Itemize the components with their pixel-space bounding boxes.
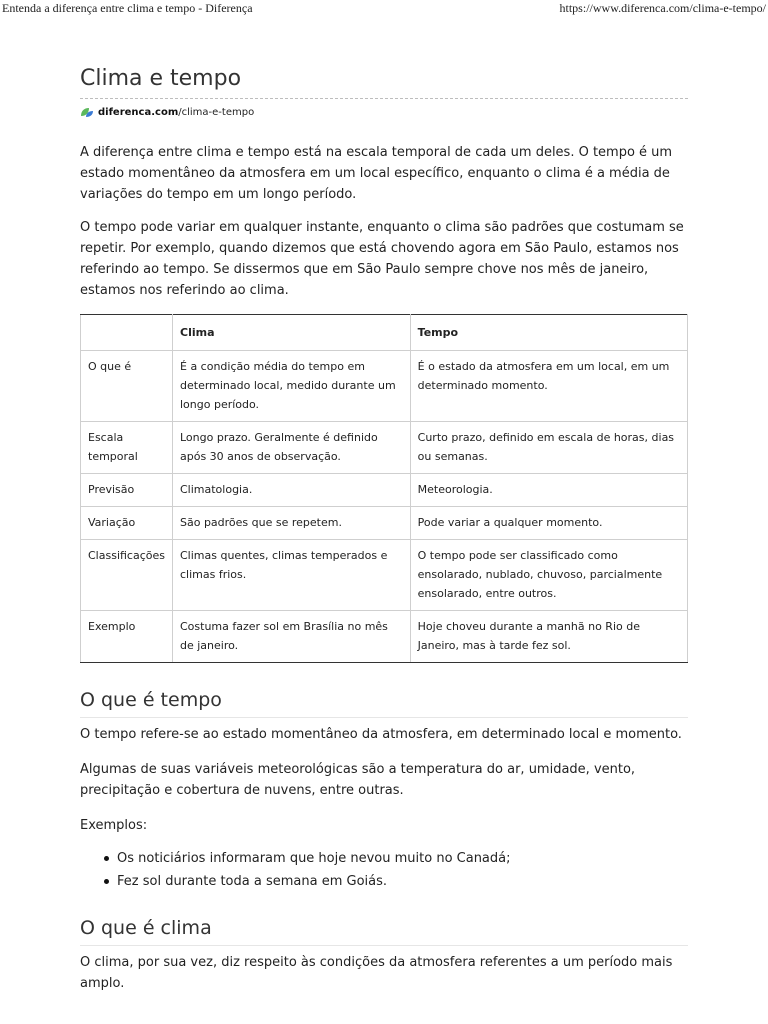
bullet-icon <box>104 879 109 884</box>
list-item-text: Os noticiários informaram que hoje nevou muito no Canadá; <box>117 851 511 866</box>
intro-paragraph-1: A diferença entre clima e tempo está na escala temporal de cada um deles. O tempo é um estado momentâneo da atmosfera em um local específico, enquanto o clima é a média de variações do tempo em um longo período. <box>80 145 673 202</box>
table-header-row <box>81 315 688 351</box>
table-header-cell: Tempo <box>410 315 687 351</box>
table-row <box>81 611 688 663</box>
table-row <box>81 422 688 474</box>
table-cell: É a condição média do tempo em determinado local, medido durante um longo período. <box>173 351 411 422</box>
table-row <box>81 507 688 540</box>
list-item <box>104 870 688 893</box>
table-cell: O que é <box>81 351 173 422</box>
list-item <box>104 847 688 870</box>
table-cell: Costuma fazer sol em Brasília no mês de janeiro. <box>173 611 411 663</box>
table-cell: Previsão <box>81 474 173 507</box>
examples-list <box>104 847 688 893</box>
examples-label: Exemplos: <box>80 818 148 833</box>
table-cell: Meteorologia. <box>410 474 687 507</box>
page-title: Clima e tempo <box>80 66 242 91</box>
source-site: diferenca.com <box>98 106 179 118</box>
tempo-paragraph-1: O tempo refere-se ao estado momentâneo da atmosfera, em determinado local e momento. <box>80 727 682 742</box>
table-cell: Hoje choveu durante a manhã no Rio de Janeiro, mas à tarde fez sol. <box>410 611 687 663</box>
diferenca-logo-icon <box>80 107 94 118</box>
print-header-url[interactable]: https://www.diferenca.com/clima-e-tempo/ <box>559 1 766 15</box>
table-row <box>81 351 688 422</box>
table-cell: Climatologia. <box>173 474 411 507</box>
print-header <box>0 0 768 18</box>
table-row <box>81 474 688 507</box>
title-divider <box>80 98 688 99</box>
table-cell: Escala temporal <box>81 422 173 474</box>
table-cell: São padrões que se repetem. <box>173 507 411 540</box>
table-row <box>81 540 688 611</box>
table-header-cell <box>81 315 173 351</box>
table-cell: Longo prazo. Geralmente é definido após 30 anos de observação. <box>173 422 411 474</box>
table-cell: Curto prazo, definido em escala de horas, dias ou semanas. <box>410 422 687 474</box>
table-cell: O tempo pode ser classificado como ensolarado, nublado, chuvoso, parcialmente ensolarado, entre outros. <box>410 540 687 611</box>
table-cell: Classificações <box>81 540 173 611</box>
intro-paragraph-2: O tempo pode variar em qualquer instante, enquanto o clima são padrões que costumam se repetir. Por exemplo, quando dizemos que está chovendo agora em São Paulo, estamos nos referindo ao tempo. Se dissermos que em São Paulo sempre chove nos mês de janeiro, estamos nos referindo ao clima. <box>80 220 684 298</box>
source-link[interactable] <box>80 105 688 119</box>
section-heading-tempo: O que é tempo <box>80 689 688 718</box>
tempo-paragraph-2: Algumas de suas variáveis meteorológicas são a temperatura do ar, umidade, vento, precipitação e cobertura de nuvens, entre outras. <box>80 762 636 798</box>
table-cell: É o estado da atmosfera em um local, em um determinado momento. <box>410 351 687 422</box>
source-path: /clima-e-tempo <box>178 106 255 118</box>
table-cell: Climas quentes, climas temperados e climas frios. <box>173 540 411 611</box>
section-heading-clima: O que é clima <box>80 917 688 946</box>
table-cell: Variação <box>81 507 173 540</box>
table-cell: Exemplo <box>81 611 173 663</box>
bullet-icon <box>104 856 109 861</box>
article <box>80 62 688 994</box>
table-cell: Pode variar a qualquer momento. <box>410 507 687 540</box>
list-item-text: Fez sol durante toda a semana em Goiás. <box>117 874 388 889</box>
table-header-cell: Clima <box>173 315 411 351</box>
comparison-table <box>80 314 688 663</box>
print-header-title: Entenda a diferença entre clima e tempo - Diferença <box>2 1 253 15</box>
clima-paragraph-1: O clima, por sua vez, diz respeito às condições da atmosfera referentes a um período mais amplo. <box>80 955 673 991</box>
